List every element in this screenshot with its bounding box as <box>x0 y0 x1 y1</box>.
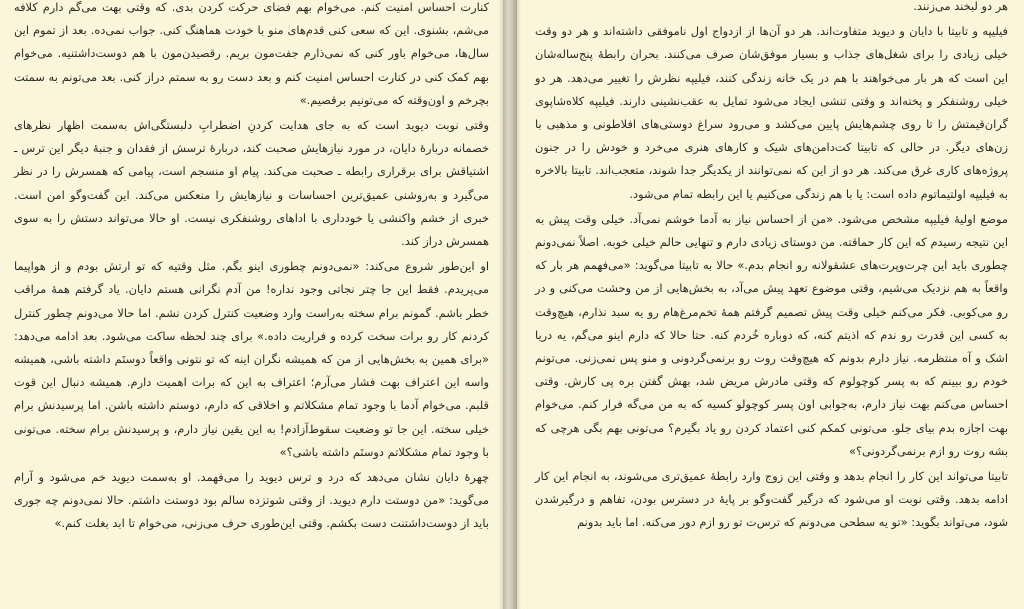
paragraph: فیلیپه و تابیتا با دایان و دیوید متفاوت‌اند. هر دو آن‌ها از ازدواج اول ناموفقی داشته‌اند و هر دو وقت خیلی زیادی را برای شغل‌های جذاب و بسیار موفق‌شان صرف می‌کنند. بحران رابطهٔ پنج‌ساله‌شان این است که هر بار می‌خواهند با هم در یک خانه زندگی کنند، فیلیپه نظرش را تغییر می‌دهد. هر دو خیلی روشنفکر و پخته‌اند و وقتی تنشی ایجاد می‌شود تمایل به عقب‌نشینی دارند. فیلیپه کلاه‌شاپوی گران‌قیمتش را تا روی چشم‌هایش پایین می‌کشد و می‌رود سراغ دوستی‌های افلاطونی و مذهبی با زن‌های دیگر. در حالی که تابیتا کت‌دامن‌های شیک و کارهای هنری می‌خرد و خودش را در جنون پروژه‌های کاری غرق می‌کند. هر دو از این که نمی‌توانند از یکدیگر جدا شوند، متعجب‌اند. تابیتا بالاخره به فیلیپه اولتیماتوم داده است: یا با هم زندگی می‌کنیم یا این رابطه تمام می‌شود. <box>535 24 1008 201</box>
right-page-text <box>535 0 1008 535</box>
book-gutter <box>503 0 517 609</box>
paragraph: هر دو لبخند می‌زنند. <box>913 0 1008 13</box>
page-shadow <box>499 0 503 609</box>
left-page <box>0 0 503 609</box>
paragraph: کنارت احساس امنیت کنم. می‌خوام بهم فضای حرکت کردن بدی. که وقتی بهت می‌گم دارم کلافه می‌شم، بشنوی. این که سعی کنی قدم‌های منو با خودت هماهنگ کنی. جواب نمی‌ده. بعد از تموم این سال‌ها، می‌خوام باور کنی که نمی‌ذارم جفت‌مون بریم. رقصیدن‌مون با هم دوست‌داشتنیه. می‌خوام بهم کمک کنی در کنارت احساس امنیت کنم و بعد دست رو به سمتم دراز کنی. بعد می‌تونم به سمتت بچرخم و اون‌وقته که می‌تونیم برقصیم.» <box>14 0 489 107</box>
right-page <box>517 0 1024 609</box>
paragraph: او این‌طور شروع می‌کند: «نمی‌دونم چطوری اینو بگم. مثل وقتیه که تو ارتش بودم و از هواپیما می‌پریدم. فقط این جا چتر نجاتی وجود نداره! من آدم نگرانی هستم دایان. یاد گرفتم همهٔ مراقب خطر باشم. گمونم برام سخته به‌راست وارد وضعیت کنترل کردن نشم. اما حالا می‌دونم چطور کنترل کردنم کار رو برات سخت کرده و فراریت داده.» برای چند لحظه ساکت می‌شود. بعد ادامه می‌دهد: «برای همین به بخش‌هایی از من که همیشه نگران اینه که تو نتونی واقعاً دوستَم داشته باشی، همیشه واسه این اعتراف بهت فشار می‌آرم؛ اعتراف به این که برات اهمیت دارم. همیشه دنبال این قوت قلبم. می‌خوام آدما با وجود تمام مشکلاتم و اخلاقی که دارم، دوستم داشته باشن. اما پرسیدنش برام خیلی سخته. این جا تو وضعیت سقوط‌آزادم! به این یقین نیاز دارم، و پرسیدنش برام سخته. می‌تونی با وجود تمام مشکلاتم دوستَم داشته باشی؟» <box>14 259 489 459</box>
paragraph: موضع اولیهٔ فیلیپه مشخص می‌شود. «من از احساس نیاز به آدما خوشم نمی‌آد. خیلی وقت پیش به این نتیجه رسیدم که این کار حماقته. من دوستای زیادی دارم و تنهایی حالم خیلی خوبه. اصلاً نمی‌دونم چطوری باید این چرت‌وپرت‌های عشقولانه رو انجام بدم.» حالا به تابیتا می‌گوید: «می‌فهمم هر بار که واقعاً به هم نزدیک می‌شیم، وقتی موضوع تعهد پیش می‌آد، به بخش‌هایی از من وحشت می‌کنی و در رو می‌کوبی. فکر می‌کنم خیلی وقت پیش تصمیم گرفتم همهٔ تخم‌مرغ‌هام رو یه سبد نذارم، هیچ‌وقت به کسی این قدرت رو ندم که اذیتم کنه، که دوباره خُردم کنه. حتا حالا که دارم اینو می‌گم، یه دریا اشک و آه منتظرمه. نیاز دارم بدونم که هیچ‌وقت روت رو برنمی‌گردونی و منو پس نمی‌زنی. می‌تونم خودم رو ببینم که به پسر کوچولوم که وقتی مادرش مریض شد، بهش گفتن بره پی کارش. وقتی احساس می‌کنم بهت نیاز دارم، به‌جوابی اون پسر کوچولو کسیه که به من می‌گه فرار کنم. می‌خوام بهت اجازه بدم بیای جلو. می‌تونی کمکم کنی اعتماد کردن رو یاد بگیرم؟ می‌تونی بهم بگی هرچی که بشه روت رو ازم برنمی‌گردونی؟» <box>535 211 1008 458</box>
paragraph: چهرهٔ دایان نشان می‌دهد که درد و ترس دیوید را می‌فهمد. او به‌سمت دیوید خم می‌شود و آرام می‌گوید: «من دوستت دارم دیوید. از وقتی شوتزده سالم بود دوستت داشتم. حالا نمی‌دونم چه جوری باید از دوست‌داشتنت دست بکشم. وقتی این‌طوری حرف می‌زنی، می‌خوام تا ابد بغلت کنم.» <box>14 470 489 531</box>
page-shadow <box>517 0 521 609</box>
paragraph: تابیتا می‌تواند این کار را انجام بدهد و وقتی این زوج وارد رابطهٔ عمیق‌تری می‌شوند، به انجام این کار ادامه بدهد. وقتی نوبت او می‌شود که درگیر گفت‌وگو بر پایهٔ در دسترس بودن، تفاهم و درگیرشدن شود، می‌تواند بگوید: «تو یه سطحی می‌دونم که ترس‌ت تو رو ازم دور می‌کنه. اما باید بدونم <box>535 469 1008 530</box>
paragraph: وقتی نوبت دیوید است که به جای هدایت کردنِ اضطرابِ دلبستگی‌اش به‌سمت اظهار نظرهای خصمانه دربارهٔ دایان، در مورد نیازهایش صحبت کند، دربارهٔ ترسش از فقدان و جنبهٔ دیگر این ترس ـ اشتیاقش برای برقراری رابطه ـ صحبت می‌کند. پیام او منسجم است، پیامی که همسرش را در نظر می‌گیرد و به‌روشنی عمیق‌ترین احساسات و نیازهایش را منعکس می‌کند. این گفت‌وگو امن است. خبری از خشم واکنشی یا خودداری با اداهای روشنفکری نیست. او حالا می‌تواند دستش را به سوی همسرش دراز کند. <box>14 118 489 249</box>
left-page-text <box>14 0 489 536</box>
